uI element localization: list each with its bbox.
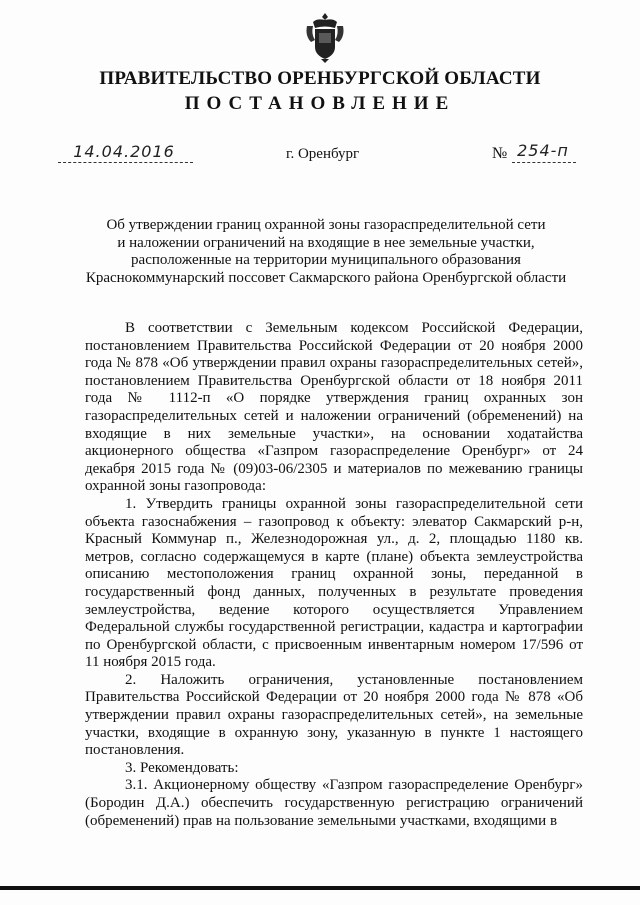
decree-number: 254-п — [517, 141, 569, 160]
coat-of-arms-emblem — [305, 12, 345, 64]
clause-3-1-paragraph: 3.1. Акционерному обществу «Газпром газораспределение Оренбург» (Бородин Д.А.) обеспечить государственную регистрацию ограничений (обременений) прав на пользование земельными участками, входящими в — [85, 777, 583, 829]
decree-title — [70, 217, 582, 287]
number-label: № — [492, 145, 508, 162]
clause-1-paragraph: 1. Утвердить границы охранной зоны газораспределительной сети объекта газоснабжения – газопровод к объекту: элеватор Сакмарский р-н, Красный Коммунар п., Железнодорожная ул., д. 2, площадью 1180 кв. метров, согласно содержащемуся в карте (плане) объекта землеустройства описанию местоположения границ охранной зоны, переданной в государственный фонд данных, полученных в результате проведения землеустройства, ведение которого осуществляется Управлением Федеральной службы государственной регистрации, кадастра и картографии по Оренбургской области, с присвоенным инвентарным номером 17/596 от 11 ноября 2015 года. — [85, 495, 583, 671]
city-label: г. Оренбург — [286, 146, 360, 162]
clause-2-paragraph: 2. Наложить ограничения, установленные постановлением Правительства Российской Федерации от 20 ноября 2000 года № 878 «Об утверждении правил охраны газораспределительных сетей», на земельные участки, входящие в охранную зону, указанную в пункте 1 настоящего постановления. — [85, 671, 583, 759]
clause-3-paragraph: 3. Рекомендовать: — [125, 759, 239, 776]
title-line: Краснокоммунарский поссовет Сакмарского района Оренбургской области — [85, 269, 567, 286]
page-bottom-rule — [0, 886, 640, 890]
title-line: и наложении ограничений на входящие в нее земельные участки, — [117, 234, 535, 251]
number-underline — [512, 162, 576, 163]
document-type-heading: ПОСТАНОВЛЕНИЕ — [184, 93, 456, 114]
date-underline — [58, 162, 193, 163]
preamble-paragraph: В соответствии с Земельным кодексом Российской Федерации, постановлением Правительства Российской Федерации от 20 ноября 2000 года № 878 «Об утверждении правил охраны газораспределительных сетей», постановлением Правительства Оренбургской области от 18 ноября 2011 года № 1112-п «О порядке утверждения границ охранных зон газораспределительных сетей и наложении ограничений (обременений) на входящие в них земельные участки», на основании ходатайства акционерного общества «Газпром газораспределение Оренбург» от 24 декабря 2015 года № (09)03-06/2305 и материалов по межеванию границы охранной зоны газопровода: — [85, 320, 583, 495]
government-heading: ПРАВИТЕЛЬСТВО ОРЕНБУРГСКОЙ ОБЛАСТИ — [99, 68, 541, 89]
title-line: расположенные на территории муниципального образования — [131, 252, 521, 268]
decree-date: 14.04.2016 — [73, 142, 175, 161]
title-line: Об утверждении границ охранной зоны газораспределительной сети — [106, 217, 546, 233]
decree-body — [85, 320, 583, 830]
